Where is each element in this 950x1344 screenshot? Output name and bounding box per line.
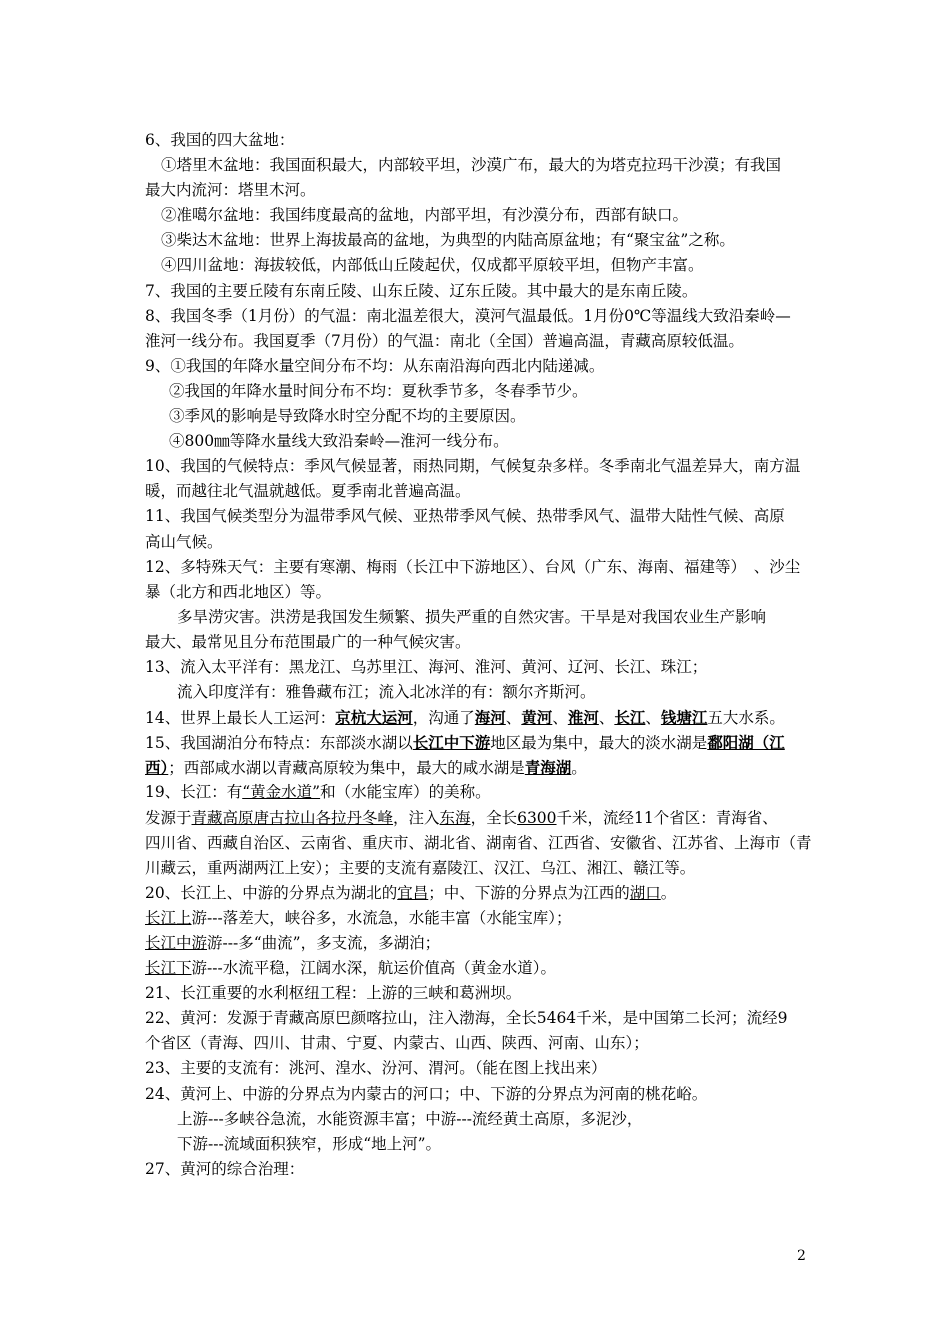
text-segment: 淮河一线分布。我国夏季（7月份）的气温：南北（全国）普遍高温，青藏高原较低温。 [145,331,744,350]
text-segment: 14、世界上最长人工运河： [145,709,336,728]
text-segment: 23、主要的支流有：洮河、湟水、汾河、渭河。（能在图上找出来） [145,1059,607,1078]
text-segment: 27、黄河的综合治理： [145,1159,305,1178]
text-segment: ，注入 [393,808,440,827]
text-segment: 19、长江：有 [145,783,243,802]
text-line [145,981,810,1006]
text-line [145,1031,810,1056]
emphasized-text: 京杭大运河 [335,708,413,728]
text-segment: ②准噶尔盆地：我国纬度最高的盆地，内部平坦，有沙漠分布，西部有缺口。 [161,206,689,225]
text-segment: 20、长江上、中游的分界点为湖北的 [145,883,398,902]
text-line [145,228,810,253]
text-line [145,279,810,304]
text-segment: 四川省、西藏自治区、云南省、重庆市、湖北省、湖南省、江西省、安徽省、江苏省、上海市（青 [145,833,812,852]
text-line [145,705,810,730]
text-segment: 、 [598,709,615,728]
text-segment: 。 [571,759,587,778]
text-line [145,479,810,504]
text-segment: 、 [645,709,661,728]
text-segment: 、 [552,709,568,728]
text-line [145,1056,810,1081]
text-segment: 千米，流经11个省区：青海省、 [556,808,778,827]
text-segment: 21、长江重要的水利枢纽工程：上游的三峡和葛洲坝。 [145,984,522,1003]
text-segment: 12、多特殊天气：主要有寒潮、梅雨（长江中下游地区）、台风（广东、海南、福建等） 、沙尘 [145,557,801,576]
text-segment: 15、我国湖泊分布特点：东部淡水湖以 [145,734,413,753]
text-segment: 流入印度洋有：雅鲁藏布江；流入北冰洋的有：额尔齐斯河。 [177,683,596,702]
text-line [145,1082,810,1107]
emphasized-text: 长江下 [145,959,192,978]
text-line [145,530,810,555]
text-segment: 22、黄河：发源于青藏高原巴颜喀拉山，注入渤海，全长5464千米，是中国第二长河；流经9 [145,1009,788,1028]
text-line [145,555,810,580]
text-segment: 7、我国的主要丘陵有东南丘陵、山东丘陵、辽东丘陵。其中最大的是东南丘陵。 [145,281,698,300]
text-segment: 游---落差大，峡谷多，水流急，水能丰富（水能宝库）； [191,908,572,927]
emphasized-text: 6300 [517,808,557,827]
text-segment: 地区最为集中，最大的淡水湖是 [490,734,708,753]
text-segment: 最大、最常见且分布范围最广的一种气候灾害。 [145,632,471,651]
text-segment: ，沟通了 [412,709,475,728]
text-segment: ④800㎜等降水量线大致沿秦岭—淮河一线分布。 [169,432,509,451]
text-segment: 川藏云，重两湖两江上安）；主要的支流有嘉陵江、汉江、乌江、湘江、赣江等。 [145,858,696,877]
text-segment: 13、流入太平洋有：黑龙江、乌苏里江、海河、淮河、黄河、辽河、长江、珠江； [145,657,708,676]
text-segment: 。 [660,883,677,902]
text-line [145,128,810,153]
text-line [145,906,810,931]
text-line [145,203,810,228]
emphasized-text: 长江上 [145,908,192,927]
text-segment: 11、我国气候类型分为温带季风气候、亚热带季风气候、热带季风气、温带大陆性气候、高原 [145,507,785,526]
emphasized-text: 青藏高原唐古拉山各拉丹冬峰 [191,808,394,827]
text-segment: 10、我国的气候特点：季风气候显著，雨热同期，气候复杂多样。冬季南北气温差异大，南方温 [145,457,801,476]
emphasized-text: 长江中游 [145,934,208,952]
emphasized-text: 黄河 [521,708,553,728]
text-segment: 暴（北方和西北地区）等。 [145,582,332,601]
text-segment: 发源于 [145,808,192,827]
emphasized-text: 青海湖 [524,758,572,778]
text-line [145,329,810,354]
text-line [145,253,810,278]
text-line [145,605,810,630]
text-segment: ③季风的影响是导致降水时空分配不均的主要原因。 [169,407,526,426]
text-line [145,1107,810,1132]
emphasized-text: 西） [145,758,169,778]
text-line [145,504,810,529]
emphasized-text: 东海 [439,808,471,827]
text-line [145,680,810,705]
text-line [145,379,810,404]
emphasized-text: 淮河 [567,708,599,728]
text-line [145,630,810,655]
emphasized-text: 钱塘江 [660,708,708,728]
emphasized-text: 长江 [614,708,646,728]
text-line [145,304,810,329]
text-segment: 、 [505,709,522,728]
emphasized-text: 鄱阳湖（江 [707,733,785,753]
text-segment: 个省区（青海、四川、甘肃、宁夏、内蒙古、山西、陕西、河南、山东）； [145,1034,649,1053]
text-line [145,429,810,454]
text-line [145,755,810,780]
text-segment: 五大水系。 [707,709,785,728]
text-segment: ②我国的年降水量时间分布不均：夏秋季节多，冬春季节少。 [169,381,588,400]
emphasized-text: 海河 [474,708,506,728]
text-segment: 高山气候。 [145,532,223,551]
text-line [145,931,810,956]
text-segment: ，全长 [470,808,518,827]
text-line [145,730,810,755]
text-segment: 8、我国冬季（1月份）的气温：南北温差很大，漠河气温最低。1月份0℃等温线大致沿秦岭— [145,306,791,325]
text-line [145,856,810,881]
text-line [145,1157,810,1182]
text-line [145,178,810,203]
text-segment: 上游---多峡谷急流，水能资源丰富；中游---流经黄土高原，多泥沙， [177,1109,643,1128]
text-line [145,881,810,906]
text-segment: 24、黄河上、中游的分界点为内蒙古的河口；中、下游的分界点为河南的桃花峪。 [145,1084,708,1103]
text-line [145,956,810,981]
text-segment: ①塔里木盆地：我国面积最大，内部较平坦，沙漠广布，最大的为塔克拉玛干沙漠；有我国 [161,156,782,175]
text-segment: 6、我国的四大盆地： [145,131,295,149]
text-line [145,1006,810,1031]
emphasized-text: 湖口 [629,883,661,902]
text-line [145,404,810,429]
text-line [145,354,810,379]
document-body [145,128,810,1182]
text-line [145,580,810,605]
text-line [145,655,810,680]
text-segment: 游---多“曲流”，多支流，多湖泊； [207,934,441,952]
text-segment: ；西部咸水湖以青藏高原较为集中，最大的咸水湖是 [168,759,525,778]
page-number: 2 [797,1248,806,1264]
text-segment: 和（水能宝库）的美称。 [320,783,491,802]
text-segment: 9、①我国的年降水量空间分布不均：从东南沿海向西北内陆递减。 [145,356,605,375]
text-line [145,780,810,805]
text-line [145,831,810,856]
text-segment: 暖，而越往北气温就越低。夏季南北普遍高温。 [145,482,471,501]
text-line [145,454,810,479]
text-line [145,1132,810,1157]
text-segment: ③柴达木盆地：世界上海拔最高的盆地，为典型的内陆高原盆地；有“聚宝盆”之称。 [161,231,735,250]
text-segment: 下游---流域面积狭窄，形成“地上河”。 [177,1134,442,1153]
text-segment: 游---水流平稳，江阔水深，航运价值高（黄金水道）。 [191,959,556,978]
text-line [145,153,810,178]
text-segment: 多旱涝灾害。洪涝是我国发生频繁、损失严重的自然灾害。干旱是对我国农业生产影响 [177,607,767,626]
emphasized-text: “黄金水道” [242,783,321,802]
text-segment: ④四川盆地：海拔较低，内部低山丘陵起伏，仅成都平原较平坦，但物产丰富。 [161,256,704,275]
text-line [145,806,810,831]
emphasized-text: 宜昌 [397,883,429,902]
text-segment: 最大内流河：塔里木河。 [145,181,316,200]
emphasized-text: 长江中下游 [412,733,491,753]
text-segment: ；中、下游的分界点为江西的 [428,883,630,902]
